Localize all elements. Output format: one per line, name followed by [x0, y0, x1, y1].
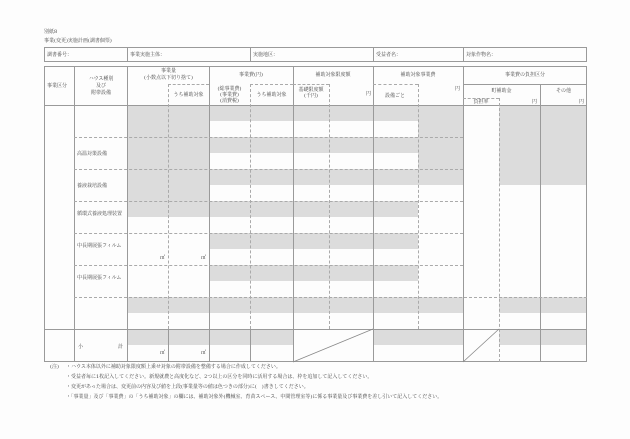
- note-item: ・変更があった場合は、変更前の内容及び値を上段(事業量等の値は色つきの部分)に( )書きしてください。: [66, 384, 309, 390]
- header-town-yen: 円: [532, 99, 538, 105]
- document-title: 事業(変更)実施計画(調書個票): [44, 38, 112, 44]
- header-cost-tax: (消費税): [220, 98, 239, 104]
- header-subsidy-yen: 円: [455, 86, 461, 92]
- header-burden-rate: 負担率: [473, 99, 489, 105]
- district-field[interactable]: 実施地区：: [253, 52, 279, 58]
- unit-sqm: ㎡: [201, 255, 207, 261]
- header-limit-base: 基礎限度額: [298, 87, 324, 93]
- unit-sqm: ㎡: [201, 350, 207, 356]
- note-item: ・ハウス本体以外に補助対象限度額上乗せ対象の附帯設備を整備する場合に作成してください。: [66, 364, 281, 370]
- subtotal-label-right: 計: [118, 344, 124, 350]
- note-item: ・受益者毎に1枚記入してください。新規就農と高度化など、2つ以上の区分を同時に活用する場合は、枠を追加して記入してください。: [66, 374, 373, 380]
- row-label: 循環式養液処理装置: [77, 211, 123, 217]
- plan-table: [44, 66, 587, 362]
- diagonal-slash: [293, 329, 373, 362]
- row-label: 中長期展張フィルム: [77, 243, 122, 249]
- survey-number-field[interactable]: 調書番号：: [47, 52, 73, 58]
- header-town-subsidy: 町補助金: [491, 88, 512, 94]
- header-cost-business: (事業費): [220, 92, 239, 98]
- row-label: 高温対策設備: [77, 151, 108, 157]
- header-subsidy-cost: 補助対象事業費: [400, 72, 436, 78]
- header-house-type-2: 及び: [95, 83, 106, 89]
- implementer-field[interactable]: 事業実施主体：: [130, 52, 166, 58]
- header-house-type-3: 附帯設備: [90, 90, 111, 96]
- header-other-yen: 円: [579, 99, 585, 105]
- notes-prefix: (注): [50, 364, 59, 370]
- header-volume-subsidy: うち補助対象: [173, 92, 204, 98]
- header-limit-yen: 円: [366, 91, 372, 97]
- header-cost: 事業費(円): [239, 72, 263, 78]
- header-volume: 事業量: [160, 68, 176, 74]
- unit-sqm: ㎡: [160, 350, 166, 356]
- form-number: 別紙8: [44, 29, 58, 35]
- diagonal-slash: [463, 329, 499, 362]
- subtotal-label-left: 小: [78, 344, 84, 350]
- header-burden: 事業費の負担区分: [504, 72, 545, 78]
- note-item: ・「事業量」及び「事業費」の「うち補助対象」の欄には、補助対象外(機械室、育苗スペース、中間管理室等)に係る事業量及び事業費を差し引いて記入してください。: [66, 394, 443, 400]
- header-volume-note: (小数点以下切り捨て): [144, 75, 193, 81]
- info-row: [44, 47, 587, 62]
- unit-sqm: ㎡: [160, 255, 166, 261]
- header-limit-base-unit: (千円): [304, 93, 318, 99]
- target-property-field[interactable]: 対象作物名：: [466, 52, 497, 58]
- row-label: 養液栽培設備: [77, 183, 108, 189]
- row-label: 中長期展張フィルム: [77, 275, 122, 281]
- header-cost-subsidy: うち補助対象: [256, 92, 287, 98]
- header-category: 事業区分: [47, 83, 68, 89]
- header-subsidy-per-equipment: 設備ごと: [385, 93, 406, 99]
- header-limit: 補助対象限度額: [315, 72, 351, 78]
- header-other: その他: [555, 88, 571, 94]
- header-house-type-1: ハウス種別: [88, 76, 114, 82]
- header-cost-total: (総事業費): [217, 86, 242, 92]
- beneficiary-field[interactable]: 受益者名：: [376, 52, 402, 58]
